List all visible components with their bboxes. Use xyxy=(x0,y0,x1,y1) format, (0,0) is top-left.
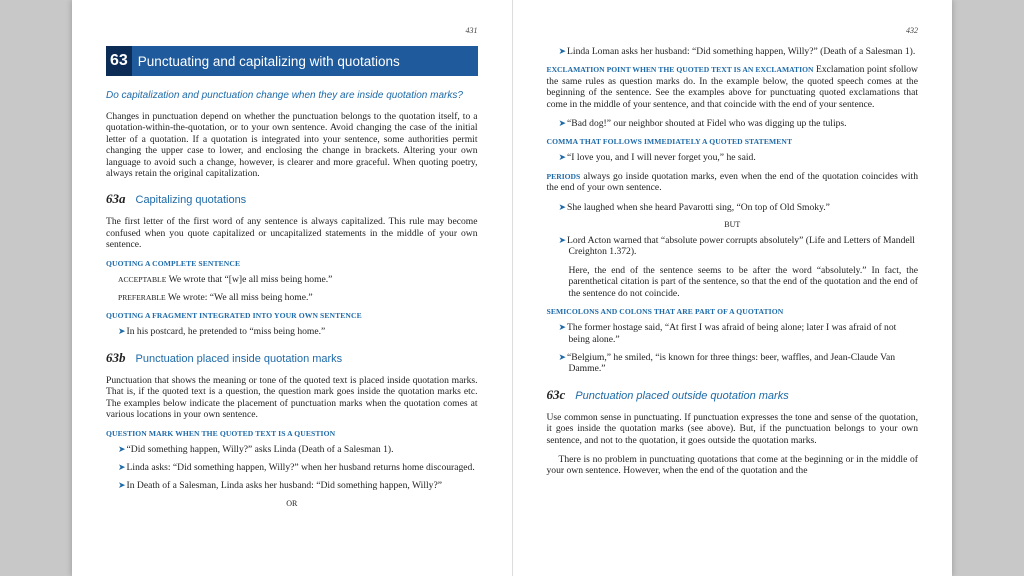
example-text: Lord Acton warned that “absolute power corrupts absolutely” (Life and Letters of Mandell Creighton 1.372). xyxy=(567,235,915,258)
example-text: The former hostage said, “At first I was afraid of being alone; later I was afraid of not being alone.” xyxy=(567,322,897,345)
section-title: Punctuation placed inside quotation marks xyxy=(135,352,343,365)
right-arrow-icon: ➤ xyxy=(118,480,126,491)
right-arrow-icon: ➤ xyxy=(118,443,126,454)
example-acton xyxy=(559,235,919,258)
section-number: 63b xyxy=(106,349,126,365)
example-text: “Did something happen, Willy?” asks Linda (Death of a Salesman 1). xyxy=(126,443,394,455)
example-hostage xyxy=(559,322,919,345)
example-acceptable xyxy=(118,274,478,285)
example-text: We wrote: “We all miss being home.” xyxy=(167,292,313,304)
section-number: 63a xyxy=(106,191,126,207)
example-text: We wrote that “[w]e all miss being home.” xyxy=(168,273,333,285)
right-page-content xyxy=(547,46,919,485)
section-63c-continued: There is no problem in punctuating quotations that come at the beginning or in the middle of your own sentence. However, when the end of the quotation and the xyxy=(546,453,918,477)
section-number: 63c xyxy=(546,386,566,402)
example-pavarotti xyxy=(559,202,919,213)
right-arrow-icon: ➤ xyxy=(118,461,126,472)
subhead-exclamation: EXCLAMATION POINT WHEN THE QUOTED TEXT IS AN EXCLAMATION xyxy=(546,65,814,75)
example-text: Linda asks: “Did something happen, Willy?” when her husband returns home discouraged. xyxy=(126,461,475,473)
subhead-semicolons: SEMICOLONS AND COLONS THAT ARE PART OF A QUOTATION xyxy=(546,307,784,317)
example-text: She laughed when she heard Pavarotti sing, “On top of Old Smoky.” xyxy=(567,201,830,213)
example-label: PREFERABLE xyxy=(118,293,166,303)
intro-paragraph: Changes in punctuation depend on whether the punctuation belongs to the quotation itself, to a quotation-within-the-quotation, or to your own sentence. Avoid changing the case of the initial letter of a quotation. If a quotation is integrated into your sentence, some authorities permit changing the upper case to lower, and enclosing the change in brackets. Altering your own language to avoid such a change, however, is clearer and more graceful. When quoting poetry, always retain the original capitalization. xyxy=(106,111,478,180)
example-text: In his postcard, he pretended to “miss being home.” xyxy=(126,326,326,338)
exclamation-text: Exclamation point sfollow the same rules as question marks do. In the example below, the quoted speech comes at the beginning of the sentence. See the examples above for punctuating quoted exclamations that come in the middle of your sentence, and that coincide with the end of your sentence. xyxy=(546,64,918,110)
section-63a-heading xyxy=(106,191,478,207)
chapter-number: 63 xyxy=(106,46,132,76)
but-separator: BUT xyxy=(724,220,741,230)
exclamation-paragraph xyxy=(547,64,919,110)
section-title: Punctuation placed outside quotation marks xyxy=(575,389,789,402)
page-number: 432 xyxy=(906,26,918,35)
subhead-periods: PERIODS xyxy=(546,171,581,181)
example-text: Linda Loman asks her husband: “Did something happen, Willy?” (Death of a Salesman 1). xyxy=(567,46,916,57)
example-postcard xyxy=(118,326,478,337)
section-63b-heading xyxy=(106,350,478,366)
chapter-question: Do capitalization and punctuation change when they are inside quotation marks? xyxy=(106,90,463,101)
acton-note: Here, the end of the sentence seems to be after the word “absolutely.” In fact, the parenthetical citation is part of the sentence, so that the end of the quotation and the end of the sentence do not coincide. xyxy=(568,264,918,299)
right-arrow-icon: ➤ xyxy=(558,46,567,56)
example-belgium xyxy=(559,352,919,375)
section-63c-text: Use common sense in punctuating. If punctuation expresses the tone and sense of the quotation, it goes inside the quotation marks (see above). But, if the punctuation belongs to your own sentence, and not to the quotation, it goes outside the quotation marks. xyxy=(546,411,918,446)
right-arrow-icon: ➤ xyxy=(118,326,126,337)
example-text: “Belgium,” he smiled, “is known for three things: beer, waffles, and Jean-Claude Van Damme.” xyxy=(567,351,896,375)
example-question-2 xyxy=(118,462,478,473)
subhead-comma: COMMA THAT FOLLOWS IMMEDIATELY A QUOTED STATEMENT xyxy=(546,137,793,147)
example-question-3 xyxy=(118,480,478,491)
section-63c-heading xyxy=(547,387,919,403)
section-63b-text: Punctuation that shows the meaning or tone of the quoted text is placed inside quotation marks. That is, if the quoted text is a question, the question mark goes inside the quotation marks etc. The examples below indicate the placement of punctuation marks when the quotation comes at various locations in your own sentence. xyxy=(106,374,478,421)
book-spread xyxy=(72,0,952,576)
page-number: 431 xyxy=(465,26,478,35)
right-page xyxy=(513,0,953,576)
or-separator: OR xyxy=(286,498,298,508)
right-arrow-icon: ➤ xyxy=(558,201,567,212)
left-page xyxy=(72,0,513,576)
periods-text: always go inside quotation marks, even when the end of the quotation coincides with the end of your own sentence. xyxy=(546,170,918,194)
subhead-question-mark: QUESTION MARK WHEN THE QUOTED TEXT IS A QUESTION xyxy=(106,428,336,438)
right-arrow-icon: ➤ xyxy=(558,351,567,362)
example-linda-loman xyxy=(559,46,919,57)
left-page-content xyxy=(106,46,478,514)
right-arrow-icon: ➤ xyxy=(558,118,567,129)
section-63a-text: The first letter of the first word of any sentence is always capitalized. This rule may become confused when you quote capitalized or uncapitalized statements in the middle of your own sentence. xyxy=(106,216,478,251)
example-love xyxy=(559,152,919,163)
example-label: ACCEPTABLE xyxy=(118,274,167,284)
right-arrow-icon: ➤ xyxy=(558,322,567,333)
subhead-complete-sentence: QUOTING A COMPLETE SENTENCE xyxy=(106,258,241,268)
example-text: “I love you, and I will never forget you,” he said. xyxy=(567,152,756,164)
example-preferable xyxy=(118,292,478,303)
example-text: In Death of a Salesman, Linda asks her husband: “Did something happen, Willy?” xyxy=(126,480,442,492)
chapter-heading xyxy=(106,46,478,76)
example-bad-dog xyxy=(559,118,919,129)
right-arrow-icon: ➤ xyxy=(558,235,567,246)
periods-paragraph xyxy=(547,171,919,194)
example-question-1 xyxy=(118,444,478,455)
chapter-title: Punctuating and capitalizing with quotations xyxy=(137,53,400,69)
right-arrow-icon: ➤ xyxy=(558,152,567,163)
subhead-fragment: QUOTING A FRAGMENT INTEGRATED INTO YOUR OWN SENTENCE xyxy=(106,311,362,321)
section-title: Capitalizing quotations xyxy=(135,194,247,207)
example-text: “Bad dog!” our neighbor shouted at Fidel who was digging up the tulips. xyxy=(567,118,847,130)
